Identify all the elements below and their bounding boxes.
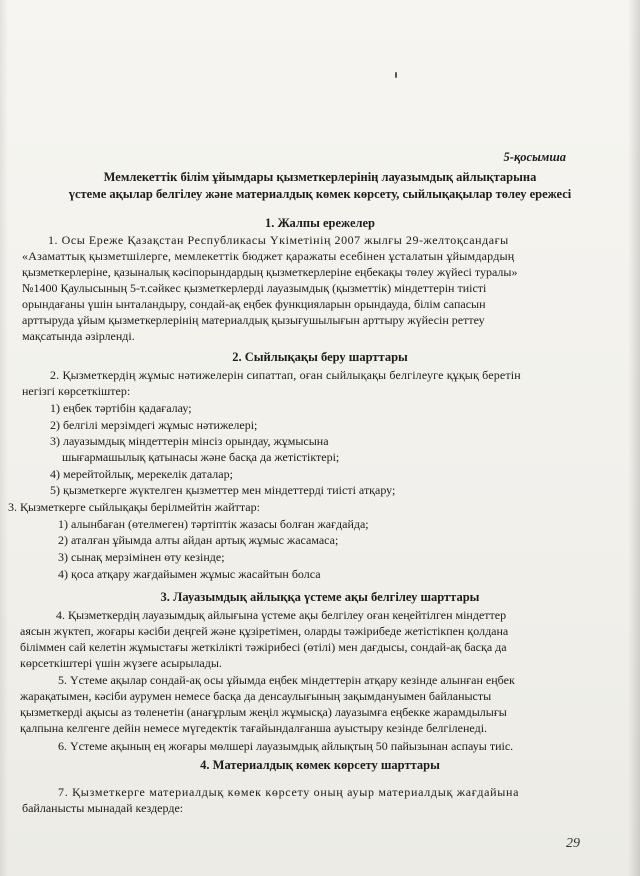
section-2-paragraph-line: 3. Қызметкерге сыйлықақы берілмейтін жайттар: <box>8 500 260 514</box>
section-3-paragraph-line: біліммен сай келетін жұмыстағы жеткілікті тәжірибесі (өтілі) мен дағдысы, сондай-ақ басқа да <box>20 640 507 654</box>
page-shadow-right <box>628 0 640 876</box>
section-1-heading: 1. Жалпы ережелер <box>264 216 376 230</box>
section-1-paragraph-line: арттыруда ұйым қызметкерлерінің материалдық қызығушылығын арттыру жүйесін реттеу <box>22 313 485 327</box>
section-2-list-item: 2) аталған ұйымда алты айдан артық жұмыс жасамаса; <box>58 533 339 547</box>
section-2-list-item: 3) лауазымдық міндеттерін мінсіз орындау, жұмысына <box>50 434 329 448</box>
section-2-paragraph-line: негізгі көрсеткіштер: <box>22 384 131 398</box>
section-2-list-item: 1) алынбаған (өтелмеген) тәртіптік жазасы болған жағдайда; <box>58 517 369 531</box>
section-1-paragraph-line: мақсатында әзірленді. <box>22 329 135 343</box>
section-2-list-item: 5) қызметкерге жүктелген қызметтер мен міндеттерді тиісті атқару; <box>50 483 396 497</box>
section-2-list-item: шығармашылық қатынасы және басқа да жетістіктері; <box>62 450 340 464</box>
document-title-line-2: үстеме ақылар белгілеу және материалдық көмек көрсету, сыйлықақылар төлеу ережесі <box>68 187 572 201</box>
page-number: 29 <box>566 836 580 851</box>
document-title-line-1: Мемлекеттік білім ұйымдары қызметкерлерінің лауазымдық айлықтарына <box>103 170 537 184</box>
section-3-paragraph-line: 5. Үстеме ақылар сондай-ақ осы ұйымда еңбек міндеттерін атқару кезінде алынған еңбек <box>58 673 515 687</box>
section-3-paragraph-line: 6. Үстеме ақының ең жоғары мөлшері лауазымдық айлықтың 50 пайызынан аспауы тиіс. <box>58 739 514 753</box>
section-2-heading: 2. Сыйлықақы беру шарттары <box>232 350 408 364</box>
section-4-paragraph-line: байланысты мынадай кездерде: <box>22 801 184 815</box>
section-2-list-item: 4) мерейтойлық, мерекелік даталар; <box>50 467 233 481</box>
section-2-list-item: 2) белгілі мерзімдегі жұмыс нәтижелері; <box>50 418 258 432</box>
section-3-paragraph-line: қызметкерді ақысы аз төленетін (анағұрлым жеңіл жұмысқа) лауазымға еңбекке жарамдылығы <box>20 705 507 719</box>
section-3-paragraph-line: жарақатымен, кәсіби аурумен немесе басқа да денсаулығының зақымдануымен байланысты <box>20 689 492 703</box>
section-2-paragraph-line: 2. Қызметкердің жұмыс нәтижелерін сипаттап, оған сыйлықақы белгілеуге құқық беретін <box>50 368 521 382</box>
section-4-paragraph-line: 7. Қызметкерге материалдық көмек көрсету оның ауыр материалдық жағдайына <box>58 785 520 799</box>
section-2-list-item: 1) еңбек тәртібін қадағалау; <box>50 401 192 415</box>
section-1-paragraph-line: қызметкерлеріне, қазыналық кәсіпорындардың қызметкерлеріне еңбекақы төлеу жүйесі туралы» <box>22 265 518 279</box>
section-2-list-item: 4) қоса атқару жағдайымен жұмыс жасайтын болса <box>58 567 321 581</box>
section-1-paragraph-line: №1400 Қаулысының 5-т.сәйкес қызметкерлерді лауазымдық (қызметтік) міндеттерін тиісті <box>22 281 487 295</box>
section-1-paragraph-line: «Азаматтық қызметшілерге, мемлекеттік бюджет қаражаты есебінен ұсталатын ұйымдардың <box>22 249 515 263</box>
section-2-list-item: 3) сынақ мерзімінен өту кезінде; <box>58 550 225 564</box>
section-3-paragraph-line: қалпына келгенге дейін немесе мүгедектік тағайындалғанша ауыстыру кезінде белгіленеді. <box>20 721 488 735</box>
page-shadow-left <box>0 0 8 876</box>
appendix-label: 5-қосымша <box>503 150 566 164</box>
section-3-paragraph-line: аясын жүктеп, жоғары кәсіби деңгей және құзіретімен, оларды тәжірибеде жетістікпен қолдана <box>20 624 509 638</box>
section-1-paragraph-line: орындағаны үшін ынталандыру, сондай-ақ еңбек функцияларын орындауда, білім сапасын <box>22 297 486 311</box>
section-4-heading: 4. Материалдық көмек көрсету шарттары <box>200 758 440 772</box>
section-3-paragraph-line: 4. Қызметкердің лауазымдық айлығына үстеме ақы белгілеу оған кеңейтілген міндеттер <box>56 608 507 622</box>
section-3-heading: 3. Лауазымдық айлыққа үстеме ақы белгілеу шарттары <box>160 590 480 604</box>
section-1-paragraph-line: 1. Осы Ереже Қазақстан Республикасы Үкіметінің 2007 жылғы 29-желтоқсандағы <box>48 233 509 247</box>
scan-speck <box>395 72 397 78</box>
section-3-paragraph-line: көрсеткіштері үшін жүзеге асырылады. <box>20 656 222 670</box>
